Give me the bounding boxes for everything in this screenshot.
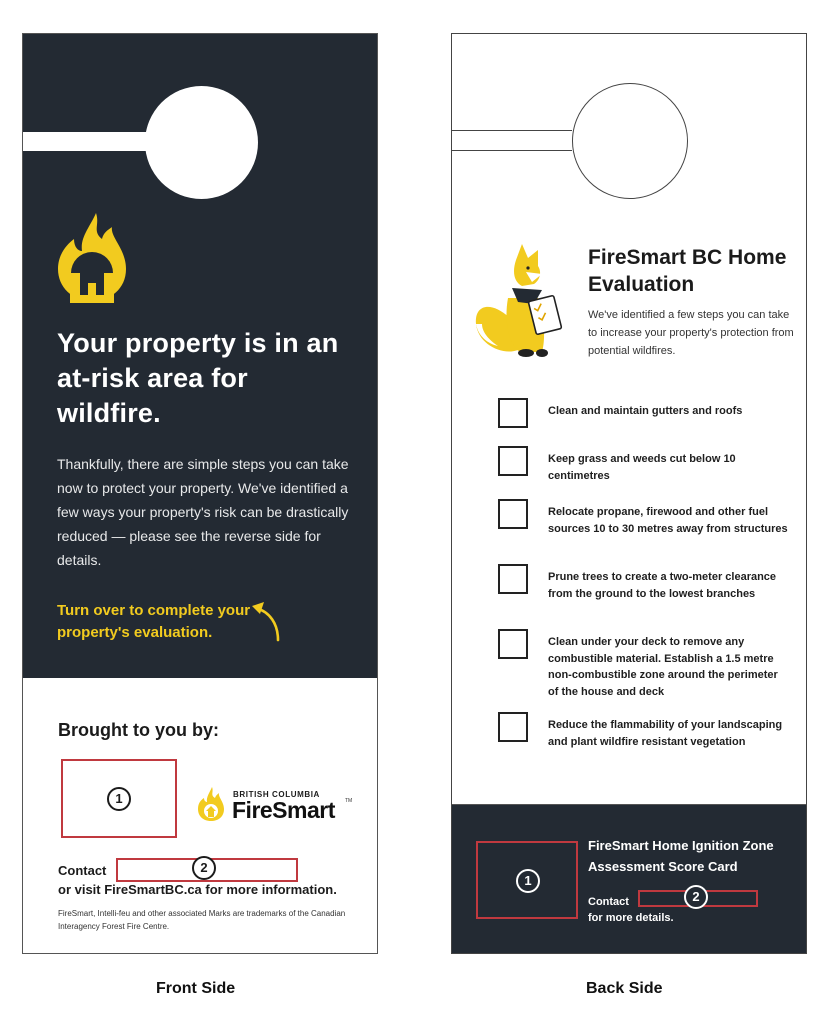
checkbox[interactable] [498,564,528,594]
front-dark-panel [23,34,377,678]
firesmart-flame-icon [197,786,225,822]
sponsor-logo-placeholder [476,841,578,919]
back-subtitle: We've identified a few steps you can take to increase your property's protection from potential wildfires. [588,309,794,357]
front-headline: Your property is in an at-risk area for wildfire. [57,328,339,428]
door-hanger-back [451,33,807,954]
sponsor-logo-placeholder [61,759,177,838]
contact-label: Contact [588,896,629,908]
checkbox[interactable] [498,446,528,476]
fox-mascot-illustration [472,240,567,360]
contact-label: Contact [58,863,107,878]
hanger-hole [145,86,258,199]
bc-logo-wordmark: FireSmart [232,797,335,823]
contact-info-placeholder [116,858,298,882]
placeholder-number-badge: 1 [516,869,540,893]
back-title: FireSmart BC Home Evaluation [588,246,787,296]
hanger-hole [572,83,688,199]
checkbox[interactable] [498,629,528,659]
turn-over-callout: Turn over to complete your property's evaluation. [57,602,251,641]
trademark-legal-text: FireSmart, Intelli-feu and other associated Marks are trademarks of the Canadian Interagency Forest Fire Centre. [58,909,346,931]
placeholder-number-badge: 2 [684,885,708,909]
checklist-item-label: Keep grass and weeds cut below 10 centimetres [548,453,736,482]
brought-to-you-by-heading: Brought to you by: [58,720,219,740]
checklist-item-label: Relocate propane, firewood and other fuel sources 10 to 30 metres away from structures [548,506,788,535]
checkbox[interactable] [498,398,528,428]
checklist-item-label: Reduce the flammability of your landscaping and plant wildfire resistant vegetation [548,719,783,748]
bc-logo-subtitle: BRITISH COLUMBIA [233,790,320,799]
placeholder-number-badge: 1 [107,787,131,811]
checkbox[interactable] [498,499,528,529]
checklist-item-label: Prune trees to create a two-meter clearance from the ground to the lowest branches [548,571,777,600]
hanger-slot [23,132,153,151]
score-card-title: FireSmart Home Ignition Zone Assessment Score Card [588,838,774,874]
flame-house-icon [56,211,128,303]
checkbox[interactable] [498,712,528,742]
bc-logo-trademark: TM [345,798,353,804]
contact-info-placeholder [638,890,758,907]
for-more-details-text: for more details. [588,912,674,924]
checklist-item-label: Clean and maintain gutters and roofs [548,405,743,417]
front-intro-text: Thankfully, there are simple steps you can take now to protect your property. We've identified a few ways your property's risk can be drastically reduced — please see the reverse side for details. [57,456,349,568]
checklist-item-label: Clean under your deck to remove any combustible material. Establish a 1.5 metre non-combustible zone around the perimeter of the house and deck [548,636,778,698]
curved-arrow-icon [248,600,284,642]
back-side-caption: Back Side [586,980,663,997]
door-hanger-front [22,33,378,954]
front-side-caption: Front Side [156,980,236,997]
visit-website-text: or visit FireSmartBC.ca for more information. [58,882,337,897]
hanger-slot [451,130,572,151]
bc-firesmart-logo [197,786,357,826]
placeholder-number-badge: 2 [192,856,216,880]
back-dark-footer [452,804,806,954]
